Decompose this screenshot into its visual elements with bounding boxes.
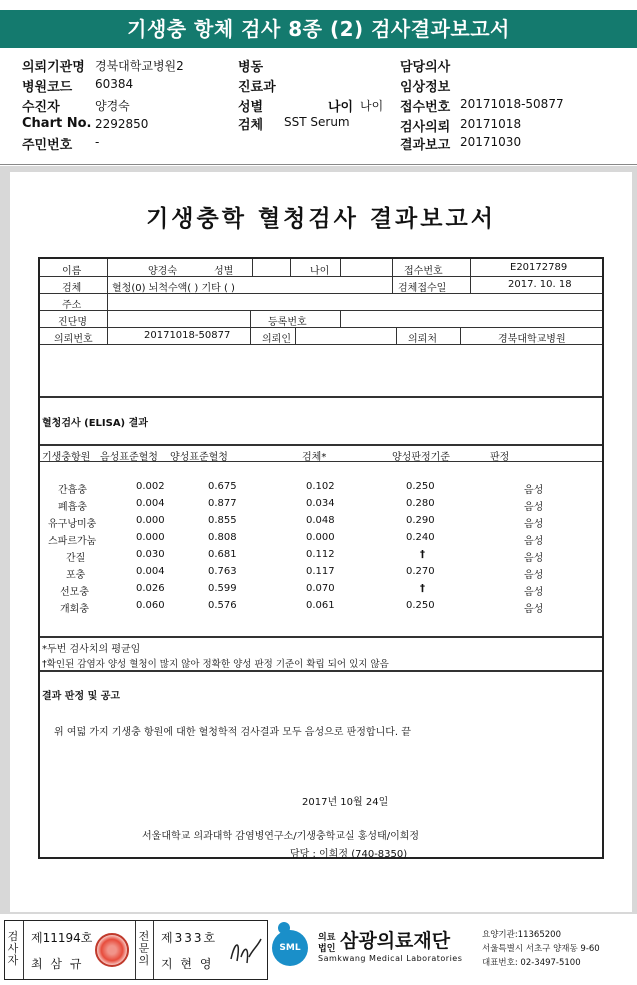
seal-stamp [95,933,129,967]
org-phone: 대표번호: 02-3497-5100 [482,958,581,968]
row-cutoff: † [420,583,425,594]
scanned-document [10,172,632,912]
patient-info [0,52,637,164]
org-address: 서울특별시 서초구 양재동 9-60 [482,944,600,954]
row-positive: 0.681 [208,549,237,560]
org-code: 요양기관:11365200 [482,930,561,940]
row-negative: 0.002 [136,481,165,492]
clinical-label: 임상정보 [400,80,451,95]
grid-line [470,259,471,293]
address-label: 주소 [62,300,82,311]
signature-icon [227,935,263,969]
row-negative: 0.000 [136,532,165,543]
patient-label: 수진자 [22,100,60,115]
row-negative: 0.004 [136,566,165,577]
signatory: 서울대학교 의과대학 감염병연구소/기생충학교실 홍성태/이희정 [142,831,420,842]
grid-line [107,259,108,344]
row-specimen: 0.034 [306,498,335,509]
request-org-label: 의뢰처 [408,334,437,345]
row-cutoff: † [420,549,425,560]
row-cutoff: 0.250 [406,600,435,611]
row-negative: 0.026 [136,583,165,594]
row-specimen: 0.112 [306,549,335,560]
row-result: 음성 [524,536,544,547]
row-negative: 0.004 [136,498,165,509]
report-date: 2017년 10월 24일 [302,797,389,808]
org-english: Samkwang Medical Laboratories [318,954,463,963]
header-cutoff: 양성판정기준 [392,452,450,463]
divider [0,164,637,165]
diagnosis-label: 진단명 [58,317,87,328]
conclusion-title: 결과 판정 및 공고 [42,691,121,702]
table-row [40,496,602,513]
specimen-receipt-label: 검체접수일 [398,283,447,294]
sml-logo-icon: SML [272,930,308,966]
separator [23,921,24,979]
row-negative: 0.060 [136,600,165,611]
conclusion-text: 위 여덟 가지 기생충 항원에 대한 혈청학적 검사결과 모두 음성으로 판정합니다. 끝 [54,727,411,738]
row-result: 음성 [524,587,544,598]
organization-logo [272,918,632,980]
table-row [40,581,602,598]
grid-line [290,259,291,276]
row-positive: 0.808 [208,532,237,543]
row-result: 음성 [524,485,544,496]
org-prefix-1: 의료 [318,933,336,943]
requester-label: 의뢰인 [262,334,291,345]
inspector-role: 검사자 [7,930,19,967]
row-antigen: 선모충 [60,587,89,598]
grid-line [40,327,602,328]
row-antigen: 간질 [66,553,86,564]
grid-line [295,327,296,344]
row-result: 음성 [524,570,544,581]
header-antigen: 기생충항원 [42,452,91,463]
request-value: 20171018 [460,117,522,131]
institution-value: 경북대학교병원2 [95,59,184,73]
row-result: 음성 [524,604,544,615]
row-antigen: 개회충 [60,604,89,615]
table-row [40,598,602,615]
patient-value: 양경숙 [95,99,130,113]
hospital-code-value: 60384 [95,77,134,91]
form-specimen-options: 혈청(0) 뇌척수액( ) 기타 ( ) [112,283,235,294]
table-row [40,513,602,530]
form-specimen-label: 검체 [62,283,82,294]
grid-line [340,310,341,327]
registration-label: 등록번호 [268,317,307,328]
row-negative: 0.000 [136,515,165,526]
form-receipt-value: E20172789 [510,262,568,273]
row-specimen: 0.048 [306,515,335,526]
org-name: 삼광의료재단 [340,930,451,952]
header-negative: 음성표준혈청 [100,452,158,463]
ssn-value: - [95,135,100,149]
report-title: 기생충 항체 검사 8종 (2) 검사결과보고서 [0,10,637,48]
report-label: 결과보고 [400,138,451,153]
chart-label: Chart No. [22,116,92,131]
row-positive: 0.763 [208,566,237,577]
header-positive: 양성표준혈청 [170,452,228,463]
table-row [40,564,602,581]
ssn-label: 주민번호 [22,138,73,153]
row-cutoff: 0.240 [406,532,435,543]
grid-line [40,396,602,398]
footer [0,914,637,985]
grid-line [252,259,253,276]
row-cutoff: 0.250 [406,481,435,492]
row-antigen: 포충 [66,570,86,581]
age-value: 나이 [360,99,384,113]
specialist-role: 전문의 [138,930,150,967]
sex-label: 성별 [238,100,264,115]
inspector-name: 최 삼 규 [31,957,84,971]
table-row [40,547,602,564]
row-antigen: 스파르가눔 [48,536,97,547]
row-antigen: 폐흡충 [58,502,87,513]
row-specimen: 0.000 [306,532,335,543]
department-label: 진료과 [238,80,276,95]
grid-line [40,670,602,672]
row-positive: 0.855 [208,515,237,526]
age-label: 나이 [328,100,354,115]
separator [135,921,136,979]
row-cutoff: 0.280 [406,498,435,509]
request-no-label: 의뢰번호 [54,334,93,345]
request-org-value: 경북대학교병원 [498,334,566,345]
row-antigen: 간흡충 [58,485,87,496]
note-dagger: †확인된 감염자 양성 혈청이 많지 않아 정확한 양성 판정 기준이 확립 되어 있지 않음 [42,659,389,670]
table-row [40,530,602,547]
note-average: *두번 검사치의 평균임 [42,644,141,655]
institution-label: 의뢰기관명 [22,60,85,75]
hospital-code-label: 병원코드 [22,80,73,95]
result-form [38,257,604,859]
form-age-label: 나이 [310,266,330,277]
grid-line [396,327,397,344]
row-specimen: 0.117 [306,566,335,577]
name-label: 이름 [62,266,82,277]
header-specimen: 검체* [302,452,327,463]
grid-line [460,327,461,344]
row-positive: 0.675 [208,481,237,492]
row-negative: 0.030 [136,549,165,560]
section-title: 혈청검사 (ELISA) 결과 [42,418,148,429]
ward-label: 병동 [238,60,264,75]
row-specimen: 0.102 [306,481,335,492]
header-result: 판정 [490,452,510,463]
signature-box [4,920,268,980]
request-label: 검사의뢰 [400,120,451,135]
row-result: 음성 [524,502,544,513]
receipt-label: 접수번호 [400,100,451,115]
row-positive: 0.576 [208,600,237,611]
specialist-name: 지 현 영 [161,957,214,971]
grid-line [40,636,602,638]
inspector-license: 제11194호 [31,931,93,945]
row-specimen: 0.061 [306,600,335,611]
row-cutoff: 0.290 [406,515,435,526]
request-no-value: 20171018-50877 [144,330,231,341]
form-receipt-label: 접수번호 [404,266,443,277]
grid-line [250,310,251,344]
row-cutoff: 0.270 [406,566,435,577]
grid-line [40,444,602,446]
doctor-label: 담당의사 [400,60,451,75]
grid-line [40,310,602,311]
contact: 담당 : 이희정 (740-8350) [290,849,408,860]
grid-line [340,259,341,276]
document-title: 기생충학 혈청검사 결과보고서 [146,205,496,232]
specimen-value: SST Serum [284,115,350,129]
specimen-label: 검체 [238,118,264,133]
row-result: 음성 [524,519,544,530]
report-value: 20171030 [460,135,522,149]
chart-value: 2292850 [95,117,149,131]
separator [153,921,154,979]
row-result: 음성 [524,553,544,564]
receipt-value: 20171018-50877 [460,97,564,111]
specialist-license: 제333호 [161,931,218,945]
row-positive: 0.877 [208,498,237,509]
specimen-receipt-value: 2017. 10. 18 [508,279,572,290]
row-positive: 0.599 [208,583,237,594]
org-prefix-2: 법인 [318,944,336,954]
table-row [40,479,602,496]
name-value: 양경숙 [148,266,177,277]
form-sex-label: 성별 [214,266,234,277]
row-antigen: 유구낭미충 [48,519,97,530]
row-specimen: 0.070 [306,583,335,594]
grid-line [392,259,393,293]
